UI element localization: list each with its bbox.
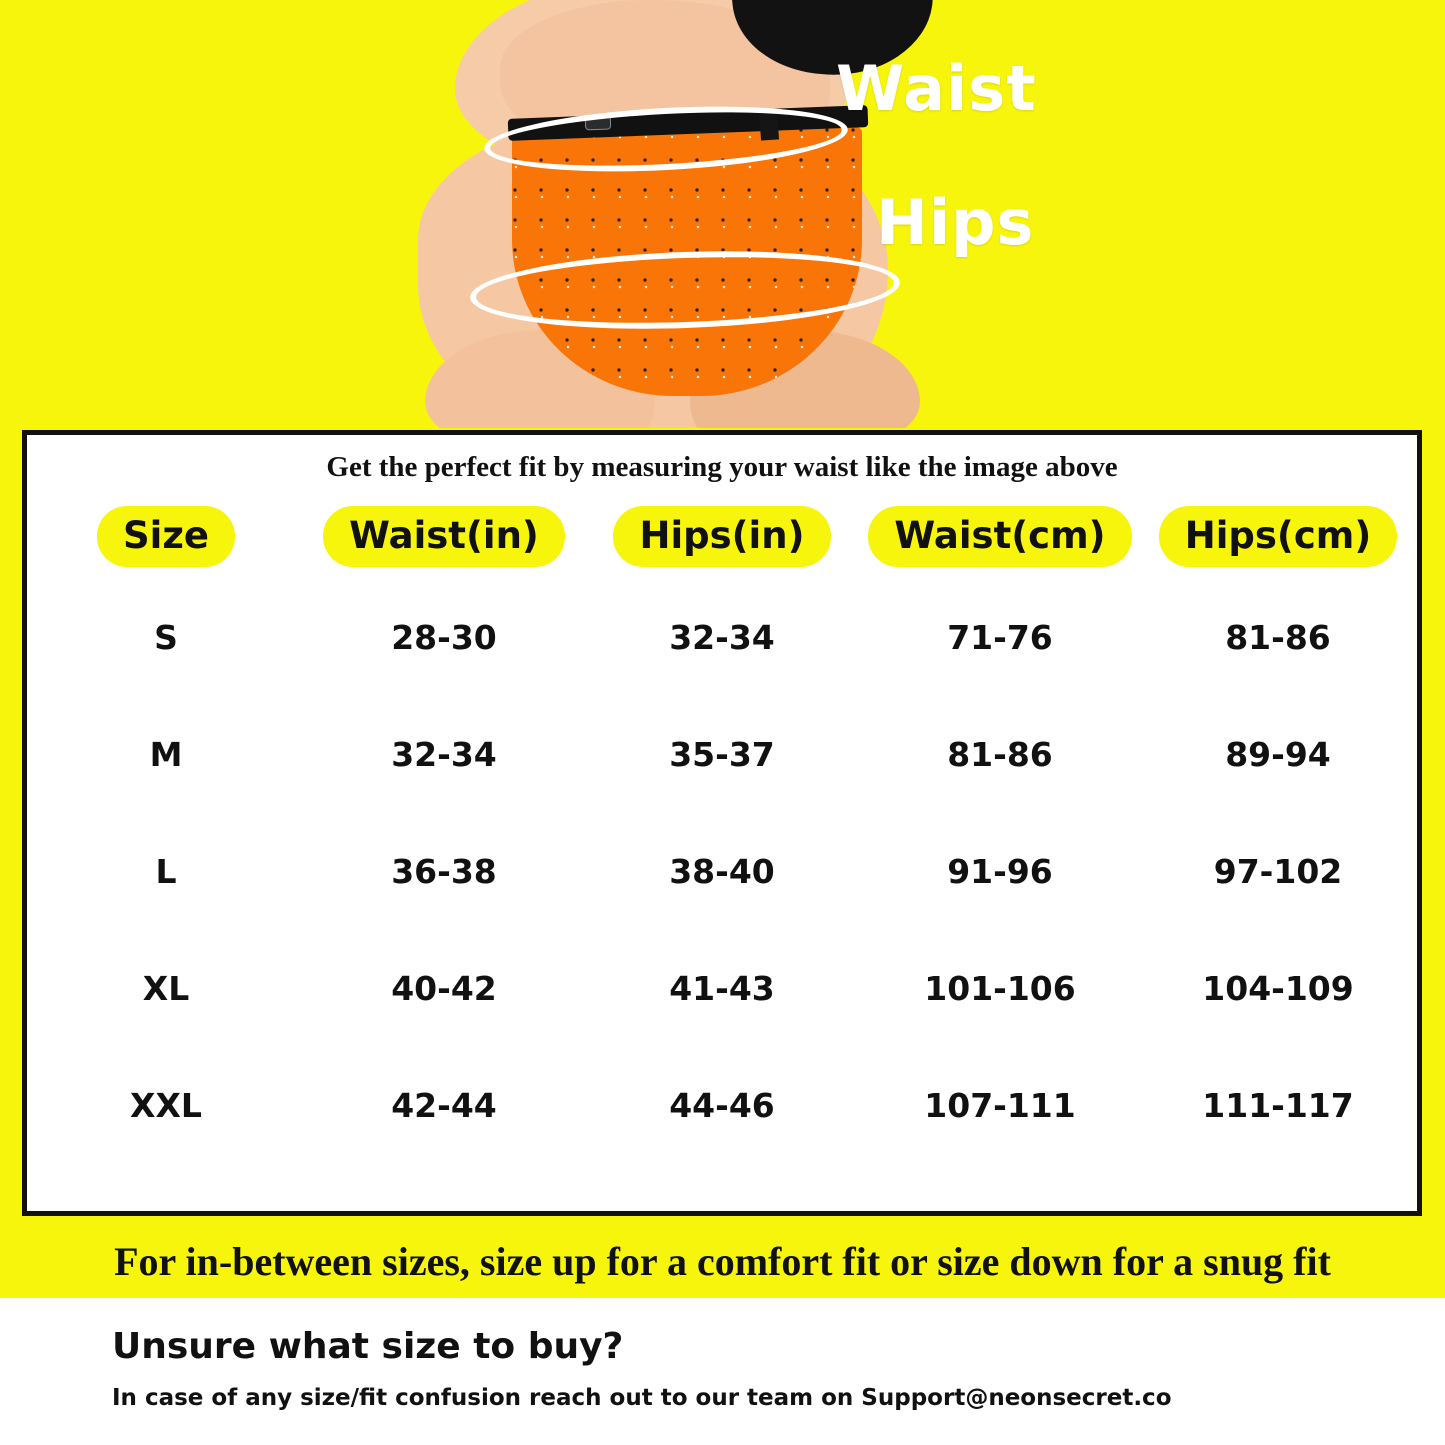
column-header-waist-in bbox=[305, 506, 583, 579]
footer-support-text: In case of any size/fit confusion reach out to our team on Support@neonsecret.co bbox=[112, 1385, 1172, 1411]
hips-label: Hips bbox=[876, 186, 1035, 259]
cell-waist-in: 28-30 bbox=[391, 618, 497, 657]
cell-hips-in: 41-43 bbox=[669, 969, 775, 1008]
table-row bbox=[27, 930, 1417, 1047]
cell-hips-in: 38-40 bbox=[669, 852, 775, 891]
column-header-hips-cm-pill: Hips(cm) bbox=[1159, 506, 1397, 567]
column-header-waist-cm-pill: Waist(cm) bbox=[868, 506, 1131, 567]
hero-measurement-illustration bbox=[0, 0, 1445, 428]
cell-size: XXL bbox=[130, 1086, 202, 1125]
cell-hips-in: 44-46 bbox=[669, 1086, 775, 1125]
cell-size: S bbox=[154, 618, 178, 657]
column-header-size-pill: Size bbox=[97, 506, 235, 567]
table-header-row bbox=[27, 506, 1417, 579]
sizing-advice-text: For in-between sizes, size up for a comfort fit or size down for a snug fit bbox=[114, 1238, 1331, 1284]
table-row bbox=[27, 1047, 1417, 1164]
cell-hips-cm: 104-109 bbox=[1202, 969, 1354, 1008]
column-header-size bbox=[27, 506, 305, 579]
cell-waist-in: 42-44 bbox=[391, 1086, 497, 1125]
size-chart-card bbox=[22, 430, 1422, 1216]
table-row bbox=[27, 696, 1417, 813]
support-footer bbox=[0, 1298, 1445, 1445]
column-header-hips-in bbox=[583, 506, 861, 579]
cell-size: L bbox=[155, 852, 177, 891]
waist-label: Waist bbox=[836, 52, 1037, 125]
cell-waist-in: 40-42 bbox=[391, 969, 497, 1008]
footer-heading: Unsure what size to buy? bbox=[112, 1326, 624, 1367]
cell-waist-cm: 71-76 bbox=[947, 618, 1053, 657]
cell-hips-in: 32-34 bbox=[669, 618, 775, 657]
cell-hips-cm: 111-117 bbox=[1202, 1086, 1354, 1125]
cell-waist-cm: 107-111 bbox=[924, 1086, 1076, 1125]
cell-waist-in: 32-34 bbox=[391, 735, 497, 774]
column-header-hips-in-pill: Hips(in) bbox=[613, 506, 830, 567]
cell-hips-in: 35-37 bbox=[669, 735, 775, 774]
table-row bbox=[27, 813, 1417, 930]
sizing-advice-banner bbox=[0, 1224, 1445, 1298]
cell-hips-cm: 81-86 bbox=[1225, 618, 1331, 657]
column-header-waist-in-pill: Waist(in) bbox=[323, 506, 565, 567]
table-row bbox=[27, 579, 1417, 696]
cell-size: M bbox=[149, 735, 183, 774]
cell-hips-cm: 97-102 bbox=[1213, 852, 1343, 891]
column-header-hips-cm bbox=[1139, 506, 1417, 579]
size-chart-table bbox=[27, 506, 1417, 1164]
cell-waist-in: 36-38 bbox=[391, 852, 497, 891]
cell-size: XL bbox=[142, 969, 190, 1008]
column-header-waist-cm bbox=[861, 506, 1139, 579]
card-title: Get the perfect fit by measuring your waist like the image above bbox=[326, 451, 1118, 483]
cell-waist-cm: 91-96 bbox=[947, 852, 1053, 891]
cell-waist-cm: 81-86 bbox=[947, 735, 1053, 774]
cell-waist-cm: 101-106 bbox=[924, 969, 1076, 1008]
cell-hips-cm: 89-94 bbox=[1225, 735, 1331, 774]
